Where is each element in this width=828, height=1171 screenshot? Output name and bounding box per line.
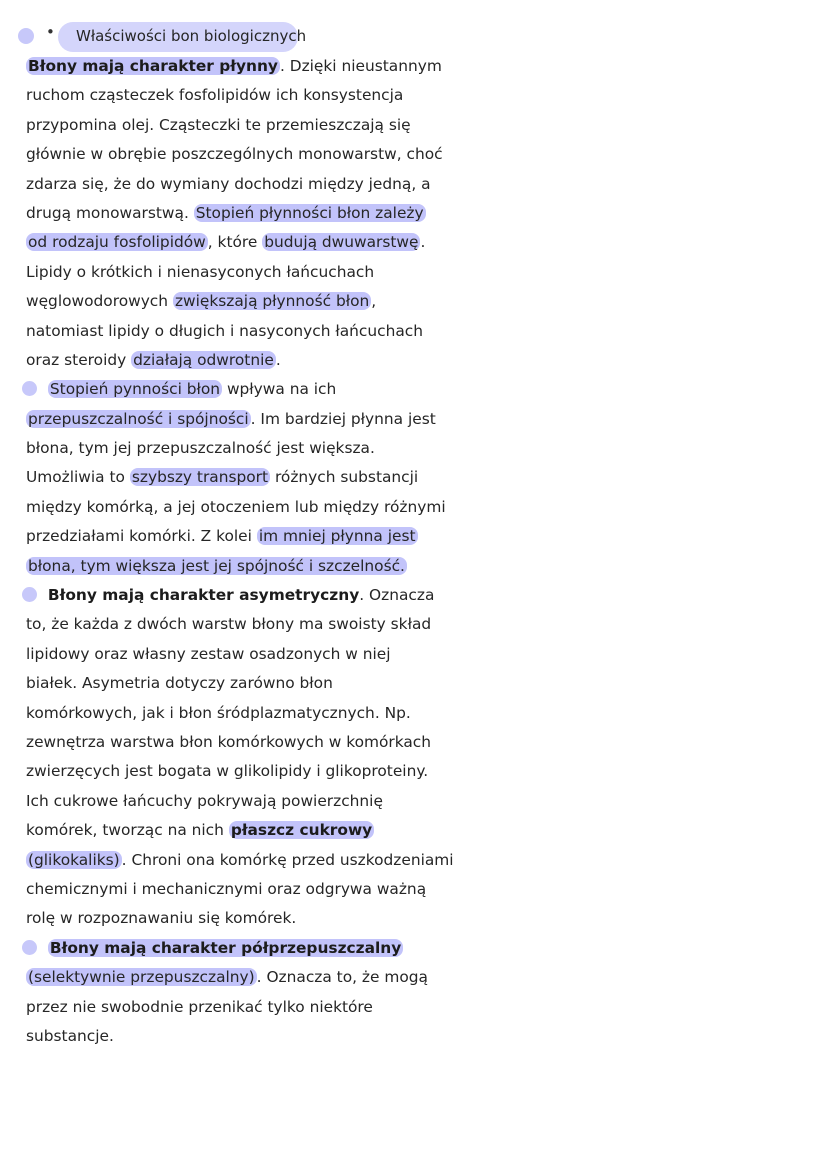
text-span: komórek, tworząc na nich [26,821,224,840]
text-line [26,375,406,404]
text-span: . [275,350,281,369]
text-line: lipidowy oraz własny zestaw osadzonych w niej [26,644,391,663]
text-span: przedziałami komórki. Z kolei [26,527,252,546]
text-span: Umożliwia to [26,468,125,487]
text-line [26,816,406,845]
text-line: błona, tym jej przepuszczalność jest większa. [26,439,375,458]
highlight: przepuszczalność i spójności [28,409,249,428]
text-line [26,463,419,492]
text-span: różnych substancji [270,468,419,487]
text-line: przez nie swobodnie przenikać tylko niektóre [26,997,373,1016]
bullet-dot-icon [18,28,34,44]
text-line [26,963,428,992]
text-line: Lipidy o krótkich i nienasyconych łańcuchach [26,262,375,281]
text-line: komórkowych, jak i błon śródplazmatycznych. Np. [26,703,411,722]
text-line: chemicznymi i mechanicznymi oraz odgrywa ważną [26,879,427,898]
bullet-dot-icon [22,587,37,602]
text-line: natomiast lipidy o długich i nasyconych łańcuchach [26,321,423,340]
text-span: oraz steroidy [26,350,127,369]
text-line: zdarza się, że do wymiany dochodzi między jedną, a [26,174,431,193]
text-span: . Oznacza [359,586,435,605]
highlight: im mniej płynna jest [258,527,416,546]
highlight: szybszy transport [131,468,269,487]
highlight: płaszcz cukrowy [230,821,373,840]
text-line [26,522,416,551]
text-line: zwierzęcych jest bogata w glikolipidy i glikoproteiny. [26,762,429,781]
text-span: . Dzięki nieustannym [279,57,442,75]
text-span: . Im bardziej płynna jest [250,409,436,428]
text-span: wpływa na ich [222,380,337,399]
text-line: ruchom cząsteczek fosfolipidów ich konsystencja [26,86,404,105]
text-span: , które [207,233,258,252]
text-line [26,552,406,581]
bullet-dot-icon [22,381,37,396]
text-span: drugą monowarstwą. [26,203,189,222]
text-span: . [420,233,426,252]
text-line: rolę w rozpoznawaniu się komórek. [26,909,297,928]
highlight-fluid-heading: Błony mają charakter płynny [28,57,278,75]
text-line [26,287,406,316]
text-line: substancje. [26,1026,114,1045]
highlight: budują dwuwarstwę [264,233,419,252]
text-line [26,52,442,81]
note-body [26,52,454,1051]
text-line [26,934,406,963]
text-span: węglowodorowych [26,292,169,311]
text-span: , [371,292,377,311]
highlight: od rodzaju fosfolipidów [28,233,206,252]
text-line: białek. Asymetria dotyczy zarówno błon [26,674,333,693]
highlight: działają odwrotnie [133,350,274,369]
text-line [26,199,424,228]
section-title: Właściwości bon biologicznych [76,27,307,45]
text-line [26,846,454,875]
text-line: to, że każda z dwóch warstw błony ma swoisty skład [26,615,432,634]
text-line: między komórką, a jej otoczeniem lub między różnymi [26,497,446,516]
highlight: zwiększają płynność błon [174,292,370,311]
text-line [26,346,406,375]
bullet-dot-icon [22,940,37,955]
highlight: (selektywnie przepuszczalny) [28,968,255,987]
text-line: głównie w obrębie poszczególnych monowarstw, choć [26,145,443,164]
text-line: zewnętrza warstwa błon komórkowych w komórkach [26,732,432,751]
text-line [26,405,436,434]
highlight: błona, tym większa jest jej spójność i szczelność. [28,556,405,575]
highlight: Stopień pynności błon [49,380,221,399]
text-span: . Chroni ona komórkę przed uszkodzeniami [121,850,454,869]
text-line: Ich cukrowe łańcuchy pokrywają powierzchnię [26,791,383,810]
heading-semipermeable: Błony mają charakter półprzepuszczalny [49,938,402,957]
text-line [26,581,435,610]
heading-asymmetric: Błony mają charakter asymetryczny [47,586,360,605]
text-line [26,228,426,257]
text-line: przypomina olej. Cząsteczki te przemieszczają się [26,115,411,134]
title-bullet: • [46,23,55,41]
highlight: (glikokaliks) [28,850,120,869]
highlight: Stopień płynności błon zależy [195,203,424,222]
text-span: . Oznacza to, że mogą [256,968,428,987]
